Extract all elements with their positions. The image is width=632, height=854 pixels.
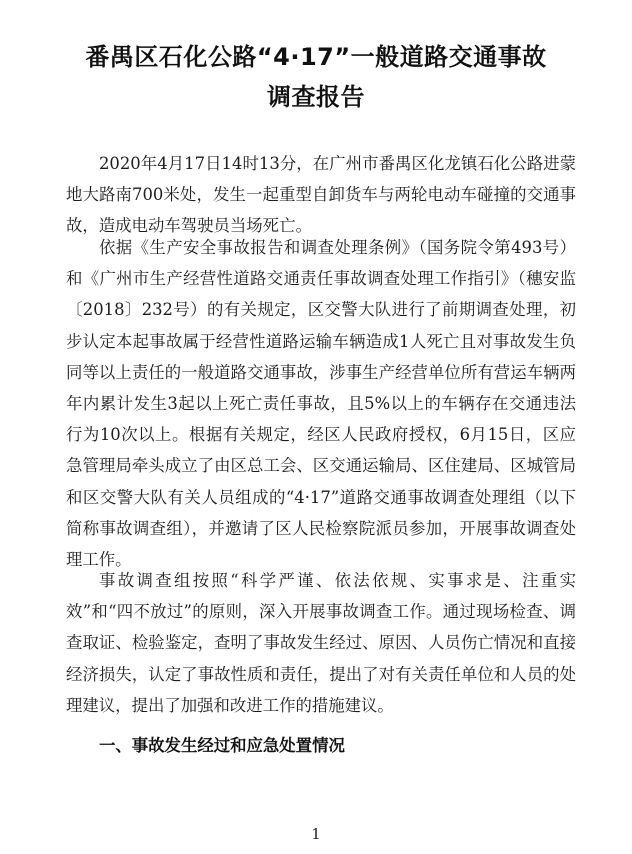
paragraph-incident-summary: 2020年4月17日14时13分，在广州市番禺区化龙镇石化公路进蒙地大路南700米处，发生一起重型自卸货车与两轮电动车碰撞的交通事故，造成电动车驾驶员当场死亡。	[66, 154, 576, 236]
page-number: 1	[311, 825, 321, 843]
section-heading-1: 一、事故发生经过和应急处置情况	[99, 736, 345, 755]
paragraph-legal-basis: 依据《生产安全事故报告和调查处理条例》（国务院令第493号）和《广州市生产经营性道路交通责任事故调查处理工作指引》（穗安监〔2018〕232号）的有关规定，区交警大队进行了前期调查处理，初步认定本起事故属于经营性道路运输车辆造成1人死亡且对事故发生负同等以上责任的一般道路交通事故，涉事生产经营单位所有营运车辆两年内累计发生3起以上死亡责任事故，且5%以上的车辆存在交通违法行为10次以上。根据有关规定，经区人民政府授权，6月15日，区应急管理局牵头成立了由区总工会、区交通运输局、区住建局、区城管局和区交警大队有关人员组成的“4·17”道路交通事故调查处理组（以下简称事故调查组），并邀请了区人民检察院派员参加，开展事故调查处理工作。	[66, 238, 576, 570]
paragraph-investigation-principles: 事故调查组按照“科学严谨、依法依规、实事求是、注重实效”和“四不放过”的原则，深入开展事故调查工作。通过现场检查、调查取证、检验鉴定，查明了事故发生经过、原因、人员伤亡情况和直接经济损失，认定了事故性质和责任，提出了对有关责任单位和人员的处理建议，提出了加强和改进工作的措施建议。	[66, 571, 576, 715]
document-title-line-1: 番禺区石化公路“4·17”一般道路交通事故	[85, 43, 547, 71]
document-title-line-2: 调查报告	[267, 83, 365, 111]
